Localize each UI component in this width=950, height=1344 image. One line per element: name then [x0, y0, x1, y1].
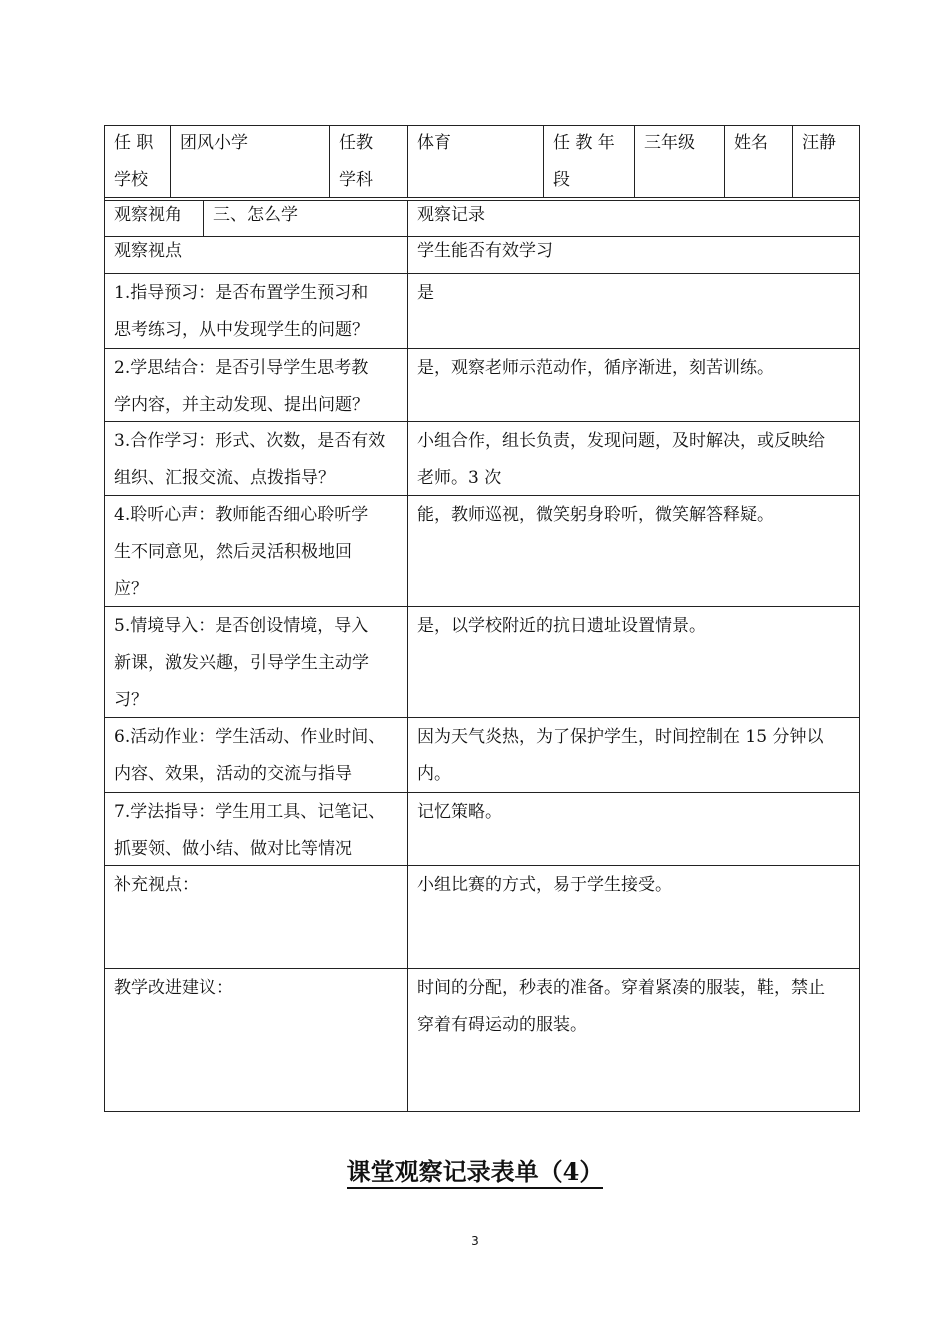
suggestion-label: 教学改进建议： [114, 978, 233, 998]
grade-label: 任 教 年 段 [553, 133, 615, 190]
table-rule [104, 1111, 860, 1112]
supplement-label: 补充视点： [114, 875, 199, 895]
grade-value: 三年级 [644, 133, 695, 153]
supplement-value: 小组比赛的方式，易于学生接受。 [417, 875, 672, 895]
observation-record: 是 [417, 283, 434, 303]
suggestion-value: 时间的分配，秒表的准备。穿着紧凑的服装，鞋，禁止 穿着有碍运动的服装。 [417, 978, 825, 1035]
table-rule [859, 125, 860, 1111]
angle-label: 观察视角 [114, 205, 182, 225]
record-label: 观察记录 [417, 205, 485, 225]
page-title [0, 1152, 950, 1192]
observation-point: 1.指导预习：是否布置学生预习和 思考练习，从中发现学生的问题？ [114, 283, 369, 340]
observation-record: 是，观察老师示范动作，循序渐进，刻苦训练。 [417, 358, 774, 378]
observation-record: 是，以学校附近的抗日遗址设置情景。 [417, 616, 706, 636]
school-value: 团风小学 [180, 133, 248, 153]
subject-label: 任教 学科 [339, 133, 373, 190]
angle-value: 三、怎么学 [213, 205, 298, 225]
observation-record: 小组合作，组长负责，发现问题，及时解决，或反映给 老师。3 次 [417, 431, 825, 488]
table-rule [104, 197, 860, 198]
school-label: 任 职 学校 [114, 133, 154, 190]
observation-point: 3.合作学习：形式、次数，是否有效 组织、汇报交流、点拨指导？ [114, 431, 386, 488]
observation-record: 能，教师巡视，微笑躬身聆听，微笑解答释疑。 [417, 505, 774, 525]
observation-point: 2.学思结合：是否引导学生思考教 学内容，并主动发现、提出问题？ [114, 358, 369, 415]
observation-point: 5.情境导入：是否创设情境，导入 新课，激发兴趣，引导学生主动学 习？ [114, 616, 369, 710]
subject-value: 体育 [417, 133, 451, 153]
observation-point: 7.学法指导：学生用工具、记笔记、 抓要领、做小结、做对比等情况 [114, 802, 386, 859]
observation-record: 记忆策略。 [417, 802, 502, 822]
page-number: 3 [471, 1234, 479, 1248]
observation-point: 4.聆听心声：教师能否细心聆听学 生不同意见，然后灵活积极地回 应？ [114, 505, 369, 599]
observation-point: 6.活动作业：学生活动、作业时间、 内容、效果，活动的交流与指导 [114, 727, 386, 784]
observation-record: 因为天气炎热，为了保护学生，时间控制在 15 分钟以 内。 [417, 727, 824, 784]
viewpoint-value: 学生能否有效学习 [417, 241, 553, 261]
page-title-text: 课堂观察记录表单（4） [347, 1157, 604, 1189]
name-value: 汪静 [802, 133, 836, 153]
viewpoint-label: 观察视点 [114, 241, 182, 261]
name-label: 姓名 [734, 133, 768, 153]
